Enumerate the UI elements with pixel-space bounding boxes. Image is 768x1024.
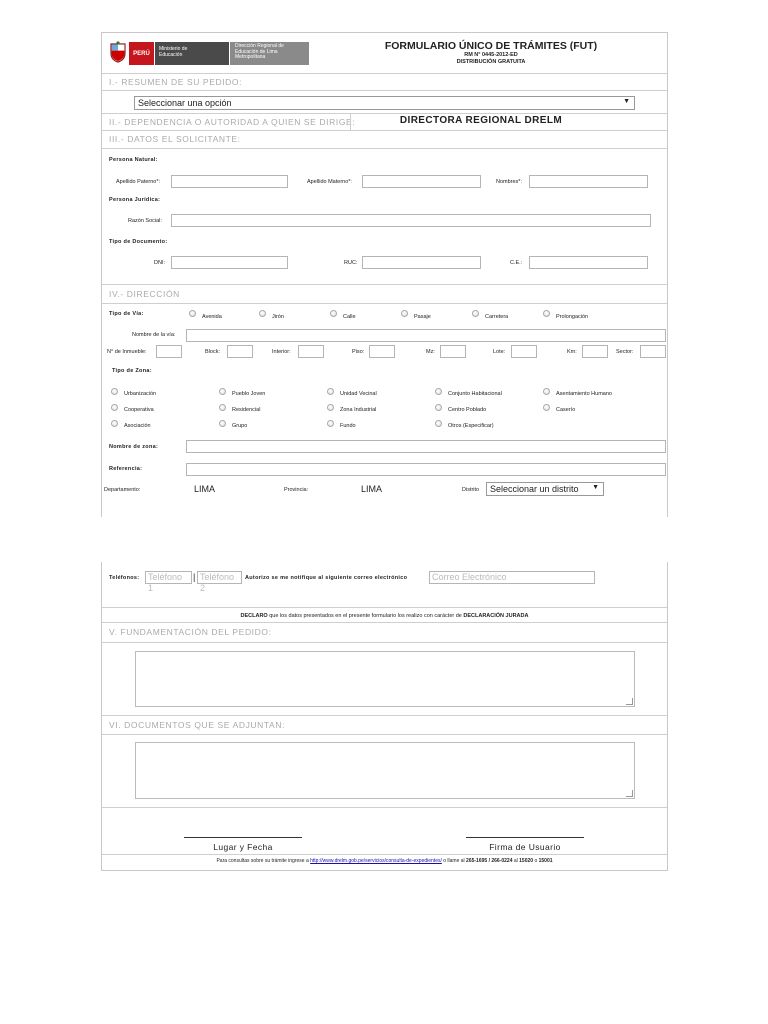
footer-part: Para consultas sobre su trámite ingrese a	[216, 858, 311, 864]
firma-label: Firma de Usuario	[489, 842, 561, 852]
declaracion-jurada: DECLARACIÓN JURADA	[463, 613, 529, 619]
form-title: FORMULARIO ÚNICO DE TRÁMITES (FUT)	[384, 40, 598, 52]
section-3-title: III.- DATOS EL SOLICITANTE:	[109, 134, 241, 144]
telefono-2-placeholder: Teléfono 2	[200, 572, 235, 593]
zona-option-label: Caserío	[556, 407, 576, 413]
zona-option-label: Residencial	[232, 407, 261, 413]
zona-option-label: Otros (Especificar)	[448, 423, 494, 429]
referencia-label: Referencia:	[109, 466, 143, 472]
radio-avenida[interactable]	[189, 310, 196, 317]
inmueble-label: N° de Inmueble:	[107, 349, 147, 355]
section-5-title: V. FUNDAMENTACIÓN DEL PEDIDO:	[109, 627, 272, 637]
radio-caserio[interactable]	[543, 404, 550, 411]
via-option-label: Avenida	[202, 314, 222, 320]
divider	[102, 130, 667, 131]
peru-shield-logo	[108, 41, 128, 63]
telefono-1-input[interactable]	[145, 571, 192, 593]
radio-pueblo-joven[interactable]	[219, 388, 226, 395]
tipo-documento-label: Tipo de Documento:	[109, 239, 168, 245]
radio-zona-industrial[interactable]	[327, 404, 334, 411]
divider	[102, 622, 667, 623]
ministerio-badge	[155, 42, 229, 65]
zona-option-label: Zona Industrial	[340, 407, 377, 413]
via-option-label: Jirón	[272, 314, 284, 320]
correo-input[interactable]	[429, 571, 595, 584]
direccion-text: Dirección Regional de Educación de Lima Metropolitana	[235, 43, 284, 60]
via-option-label: Calle	[343, 314, 356, 320]
zona-option-label: Asociación	[124, 423, 151, 429]
telefonos-label: Teléfonos:	[109, 575, 140, 581]
zona-option-label: Fundo	[340, 423, 356, 429]
zona-option-label: Unidad Vecinal	[340, 391, 377, 397]
radio-asentamiento-humano[interactable]	[543, 388, 550, 395]
nombre-via-input[interactable]	[186, 329, 666, 342]
declaro-bold: DECLARO	[240, 613, 268, 619]
interior-input[interactable]	[298, 345, 324, 358]
km-label: Km:	[567, 349, 577, 355]
divider	[102, 73, 667, 74]
block-label: Block:	[205, 349, 220, 355]
radio-centro-poblado[interactable]	[435, 404, 442, 411]
provincia-value: LIMA	[361, 484, 383, 494]
departamento-value: LIMA	[194, 484, 216, 494]
persona-juridica-label: Persona Jurídica:	[109, 197, 161, 203]
piso-input[interactable]	[369, 345, 395, 358]
resumen-select[interactable]	[134, 96, 635, 110]
footer-part: o llame al	[441, 858, 467, 864]
dependencia-field	[350, 113, 667, 130]
radio-fundo[interactable]	[327, 420, 334, 427]
chevron-down-icon: ▼	[592, 484, 599, 491]
rm-text: RM N° 0445-2012-ED	[464, 52, 518, 58]
nombres-label: Nombres*:	[496, 179, 522, 185]
divider	[102, 854, 667, 855]
ruc-label: RUC:	[344, 260, 358, 266]
zona-option-label: Urbanización	[124, 391, 157, 397]
section-1-title: I.- RESUMEN DE SU PEDIDO:	[109, 77, 243, 87]
radio-grupo[interactable]	[219, 420, 226, 427]
divider	[102, 303, 667, 304]
divider	[102, 607, 667, 608]
apellido-materno-input[interactable]	[362, 175, 481, 188]
departamento-label: Departamento:	[104, 487, 141, 493]
razon-social-input[interactable]	[171, 214, 651, 227]
nombre-zona-input[interactable]	[186, 440, 666, 453]
section-6-title: VI. DOCUMENTOS QUE SE ADJUNTAN:	[109, 720, 286, 730]
via-option-label: Prolongación	[556, 314, 589, 320]
chevron-down-icon: ▼	[623, 98, 630, 105]
radio-conjunto-habitacional[interactable]	[435, 388, 442, 395]
lugar-fecha-label: Lugar y Fecha	[213, 842, 273, 852]
apellido-paterno-input[interactable]	[171, 175, 288, 188]
apellido-materno-label: Apellido Materno*:	[307, 179, 352, 185]
declaro-body: que los datos presentados en el presente formulario los realizo con carácter de	[267, 613, 464, 619]
nombre-zona-label: Nombre de zona:	[109, 444, 159, 450]
apellido-paterno-label: Apellido Paterno*:	[116, 179, 161, 185]
distrito-label: Distrito	[462, 487, 480, 493]
firma-line	[466, 837, 584, 838]
nombres-input[interactable]	[529, 175, 648, 188]
distrito-select-value: Seleccionar un distrito	[490, 484, 579, 494]
radio-jiron[interactable]	[259, 310, 266, 317]
divider	[102, 807, 667, 808]
divider	[102, 284, 667, 285]
tipo-via-label: Tipo de Vía:	[109, 311, 144, 317]
footer-phone: 15020	[519, 858, 534, 864]
footer-part: al	[512, 858, 520, 864]
radio-cooperativa[interactable]	[111, 404, 118, 411]
section-4-title: IV.- DIRECCIÓN	[109, 289, 180, 299]
telefono-1-placeholder: Teléfono 1	[148, 572, 183, 593]
divider	[102, 642, 667, 643]
zona-option-label: Centro Poblado	[448, 407, 487, 413]
mz-input[interactable]	[440, 345, 466, 358]
radio-residencial[interactable]	[219, 404, 226, 411]
distribucion-text: DISTRIBUCIÓN GRATUITA	[456, 59, 526, 65]
documentos-textarea[interactable]	[135, 742, 635, 799]
footer-phone: 265-1695 / 266-0224	[466, 858, 513, 864]
persona-natural-label: Persona Natural:	[109, 157, 158, 163]
via-option-label: Carretera	[485, 314, 509, 320]
razon-social-label: Razón Social:	[128, 218, 162, 224]
radio-pasaje[interactable]	[401, 310, 408, 317]
interior-label: Interior:	[272, 349, 291, 355]
declaro-text	[102, 613, 667, 619]
ministerio-text: Ministerio de Educación	[159, 46, 188, 58]
radio-asociacion[interactable]	[111, 420, 118, 427]
divider	[102, 715, 667, 716]
dni-input[interactable]	[171, 256, 288, 269]
tipo-zona-label: Tipo de Zona:	[112, 368, 152, 374]
block-input[interactable]	[227, 345, 253, 358]
autorizo-label: Autorizo se me notifique al siguiente correo electrónico	[245, 575, 408, 581]
peru-text: PERÚ	[133, 50, 150, 57]
form-page-1	[101, 32, 668, 517]
ce-label: C.E.:	[510, 260, 523, 266]
zona-option-label: Grupo	[232, 423, 248, 429]
sector-label: Sector:	[616, 349, 634, 355]
fundamentacion-textarea[interactable]	[135, 651, 635, 707]
nombre-via-label: Nombre de la vía:	[132, 332, 176, 338]
expedientes-link[interactable]: http://www.drelm.gob.pe/servicios/consulta-de-expedientes/	[310, 858, 442, 864]
resize-grip-icon[interactable]	[626, 698, 633, 705]
via-option-label: Pasaje	[414, 314, 431, 320]
zona-option-label: Asentamiento Humano	[556, 391, 612, 397]
lote-input[interactable]	[511, 345, 537, 358]
dni-label: DNI:	[154, 260, 165, 266]
direccion-badge	[230, 42, 309, 65]
radio-unidad-vecinal[interactable]	[327, 388, 334, 395]
footer-phone: 15001	[538, 858, 553, 864]
zona-option-label: Pueblo Joven	[232, 391, 266, 397]
referencia-input[interactable]	[186, 463, 666, 476]
correo-placeholder: Correo Electrónico	[432, 572, 507, 582]
radio-prolongacion[interactable]	[543, 310, 550, 317]
zona-option-label: Conjunto Habitacional	[448, 391, 502, 397]
radio-otros[interactable]	[435, 420, 442, 427]
divider	[102, 90, 667, 91]
divider	[102, 734, 667, 735]
radio-urbanizacion[interactable]	[111, 388, 118, 395]
resumen-select-value: Seleccionar una opción	[138, 98, 232, 108]
ruc-input[interactable]	[362, 256, 481, 269]
radio-carretera[interactable]	[472, 310, 479, 317]
km-input[interactable]	[582, 345, 608, 358]
telefono-separator: |	[193, 572, 196, 582]
form-page-2	[101, 562, 668, 871]
zona-option-label: Cooperativa	[124, 407, 154, 413]
peru-badge	[129, 42, 154, 65]
sector-input[interactable]	[640, 345, 666, 358]
resize-grip-icon[interactable]	[626, 790, 633, 797]
telefono-2-input[interactable]	[197, 571, 242, 593]
footer-text	[102, 858, 667, 864]
provincia-label: Provincia:	[284, 487, 309, 493]
piso-label: Piso:	[352, 349, 365, 355]
section-2-title: II.- DEPENDENCIA O AUTORIDAD A QUIEN SE DIRIGE:	[109, 117, 356, 127]
inmueble-input[interactable]	[156, 345, 182, 358]
lugar-fecha-line	[184, 837, 302, 838]
radio-calle[interactable]	[330, 310, 337, 317]
ce-input[interactable]	[529, 256, 648, 269]
lote-label: Lote:	[493, 349, 506, 355]
mz-label: Mz:	[426, 349, 435, 355]
footer-part: o	[533, 858, 539, 864]
distrito-select[interactable]	[486, 482, 604, 496]
dependencia-value: DIRECTORA REGIONAL DRELM	[399, 115, 563, 126]
divider	[102, 148, 667, 149]
